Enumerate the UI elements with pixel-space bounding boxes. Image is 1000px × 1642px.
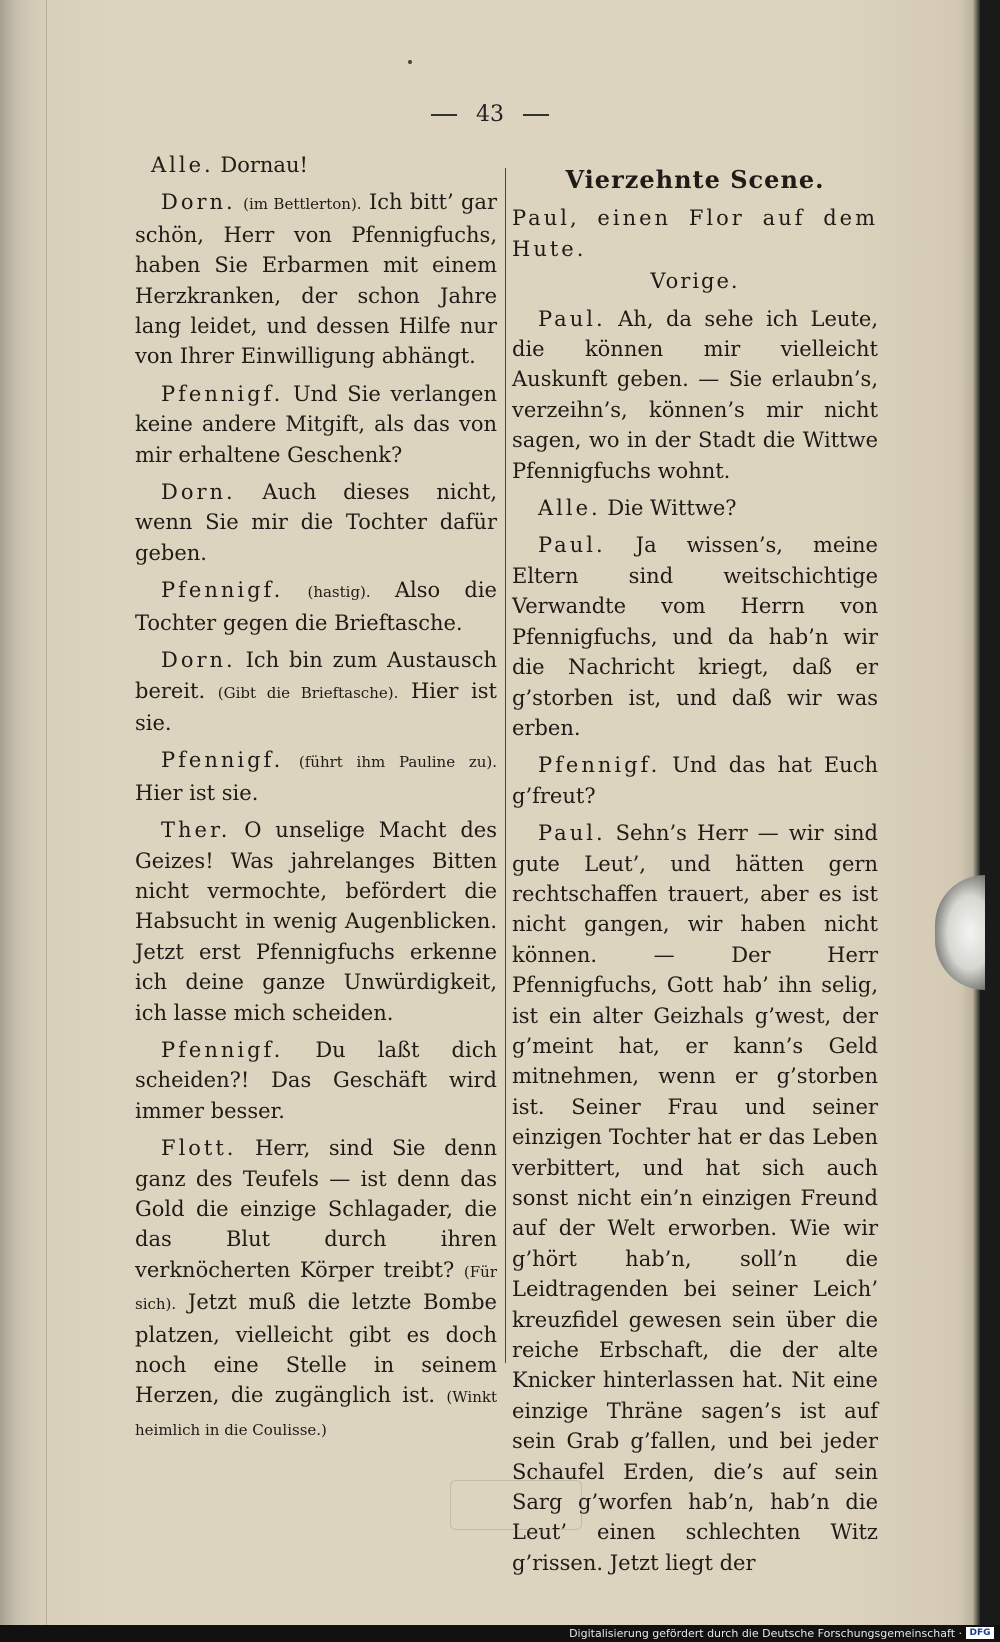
page-edge <box>962 0 980 1625</box>
speech <box>135 150 497 180</box>
speech-text: Dornau! <box>220 153 308 177</box>
digitization-footer <box>0 1625 1000 1642</box>
speaker-name: Paul. <box>538 821 606 846</box>
speech <box>135 379 497 470</box>
speech-text: Und das hat Euch g’freut? <box>512 753 878 808</box>
speech <box>135 575 497 638</box>
speech-text: Ich bin zum Austausch bereit. <box>135 648 497 703</box>
speaker-name: Flott. <box>161 1136 237 1161</box>
page-number: 43 <box>476 102 504 127</box>
speech <box>135 815 497 1028</box>
speech <box>135 477 497 568</box>
speech <box>135 1035 497 1126</box>
speech <box>512 304 878 486</box>
dfg-logo-icon: DFG <box>966 1627 994 1639</box>
left-column <box>135 150 497 1452</box>
stage-direction: (Gibt die Brieftasche). <box>217 683 399 702</box>
speech-text: Jetzt muß die letzte Bombe platzen, vielleicht gibt es doch noch eine Stelle in seinem Herzen, die zugänglich ist. <box>135 1290 497 1408</box>
stage-direction: (Für sich). <box>135 1262 497 1314</box>
speaker-name: Dorn. <box>161 480 236 505</box>
scene-title: Vierzehnte Scene. <box>565 165 825 194</box>
speech-text: O unselige Macht des Geizes! Was jahrelanges Bitten nicht vermochte, befördert die Habsucht in wenig Augenblicken. Jetzt erst Pfennigfuchs erkenne ich deine ganze Unwürdigkeit, ich lasse mich scheiden. <box>135 818 497 1025</box>
library-stamp <box>450 1480 582 1530</box>
speaker-name: Dorn. <box>161 190 236 215</box>
speech-text: Herr, sind Sie denn ganz des Teufels — ist denn das Gold die einzige Schlagader, die das Blut durch ihren verknöcherten Körper treibt? <box>135 1136 497 1282</box>
scene-vorige: Vorige. <box>650 269 740 294</box>
speaker-name: Pfennigf. <box>538 753 661 778</box>
stage-direction: (hastig). <box>307 583 371 602</box>
stage-direction: (im Bettlerton). <box>243 195 362 214</box>
page-header <box>0 102 980 127</box>
footer-credit: Digitalisierung gefördert durch die Deutsche Forschungsgemeinschaft · <box>569 1627 962 1640</box>
scene-personae: Paul, einen Flor auf dem Hute. <box>512 206 878 261</box>
header-dash-left <box>431 114 457 116</box>
speech <box>512 493 878 523</box>
speech <box>512 818 878 1578</box>
speech-text: Also die Tochter gegen die Brieftasche. <box>135 578 497 635</box>
speech-text: Du laßt dich scheiden?! Das Geschäft wird immer besser. <box>135 1037 497 1123</box>
speech-text: Sehn’s Herr — wir sind gute Leut’, und hätten gern rechtschaffen trauert, aber es ist nicht gangen, wir haben nicht können. — Der Herr Pfennigfuchs, Gott hab’ ihn selig, ist ein alter Geizhals g’west, der g’meint hat, er kann’s Geld mitnehmen, wenn er g’storben ist. Seiner Frau und seiner einzigen Tochter hat er das Leben verbittert, und hat sich auch sonst nicht ein’n einzigen Freund auf der Welt erworben. Wie wir g’hört hab’n, soll’n die Leidtragenden bei seiner Leich’ kreuzfidel gewesen sein über die reiche Erbschaft, die der alte Knicker hinterlassen hat. Nit eine einzige Thräne sagen’s ist auf sein Grab g’fallen, und bei jeder Schaufel Erden, die’s auf sein Sarg g’worfen hab’n, hab’n die Leut’ einen schlechten Witz g’rissen. Jetzt liegt der <box>512 821 878 1575</box>
speech <box>512 530 878 743</box>
speaker-name: Paul. <box>538 306 606 331</box>
stage-direction: (Winkt heimlich in die Coulisse.) <box>135 1388 497 1439</box>
speech <box>135 645 497 738</box>
speech <box>135 1133 497 1445</box>
right-column <box>512 165 878 1585</box>
speech-text: Die Wittwe? <box>607 496 737 521</box>
speech-text: Ja wissen’s, meine Eltern sind weitschichtige Verwandte vom Herrn von Pfennigfuchs, und da hab’n wir die Nachricht kriegt, daß er g’storben ist, und daß wir was erben. <box>512 533 878 740</box>
column-divider <box>505 168 506 1363</box>
book-binding <box>0 0 47 1625</box>
speech <box>135 187 497 371</box>
speaker-name: Dorn. <box>161 648 236 673</box>
speech-text: Auch dieses nicht, wenn Sie mir die Tochter dafür geben. <box>135 480 497 565</box>
speech-text: Hier ist sie. <box>135 678 497 735</box>
speaker-name: Alle. <box>538 496 601 521</box>
speaker-name: Pfennigf. <box>161 381 284 406</box>
speech-text: Ich bitt’ gar schön, Herr von Pfennigfuchs, haben Sie Erbarmen mit einem Herzkranken, der schon Jahre lang leidet, und dessen Hilfe nur von Ihrer Einwilligung abhängt. <box>135 190 497 369</box>
speech <box>135 745 497 808</box>
speaker-name: Pfennigf. <box>161 1037 284 1062</box>
speaker-name: Pfennigf. <box>161 578 284 603</box>
dust-speck <box>408 60 412 64</box>
speech-text: Ah, da sehe ich Leute, die können mir vielleicht Auskunft geben. — Sie erlaubn’s, verzeihn’s, können’s mir nicht sagen, wo in der Stadt die Wittwe Pfennigfuchs wohnt. <box>512 306 878 483</box>
speaker-name: Pfennigf. <box>161 748 284 773</box>
header-dash-right <box>523 114 549 116</box>
stage-direction: (führt ihm Pauline zu). <box>298 753 497 772</box>
speech-text: Hier ist sie. <box>135 780 259 805</box>
speech-text: Und Sie verlangen keine andere Mitgift, als das von mir erhaltene Geschenk? <box>135 381 497 467</box>
speaker-name: Alle. <box>151 153 214 177</box>
speaker-name: Ther. <box>161 818 231 843</box>
speaker-name: Paul. <box>538 533 606 558</box>
speech <box>512 750 878 811</box>
